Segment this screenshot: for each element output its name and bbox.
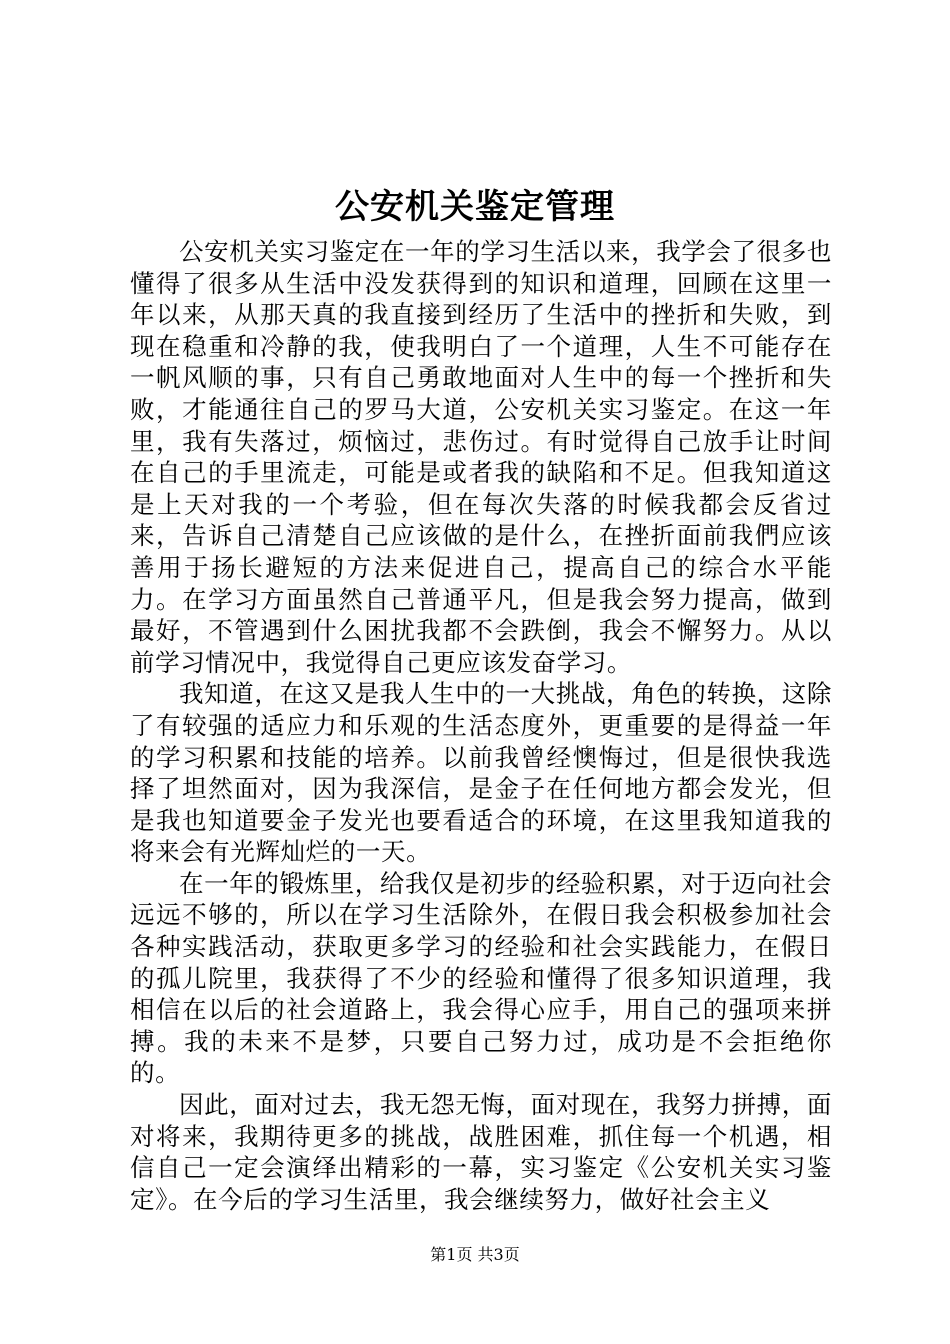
paragraph-1: 公安机关实习鉴定在一年的学习生活以来，我学会了很多也懂得了很多从生活中没发获得到的知识和道理，回顾在这里一年以来，从那天真的我直接到经历了生活中的挫折和失败，到现在稳重和冷静的我，使我明白了一个道理，人生不可能存在一帆风顺的事，只有自己勇敢地面对人生中的每一个挫折和失败，才能通往自己的罗马大道，公安机关实习鉴定。在这一年里，我有失落过，烦恼过，悲伤过。有时觉得自己放手让时间在自己的手里流走，可能是或者我的缺陷和不足。但我知道这是上天对我的一个考验，但在每次失落的时候我都会反省过来，告诉自己清楚自己应该做的是什么，在挫折面前我們应该善用于扬长避短的方法来促进自己，提高自己的综合水平能力。在学习方面虽然自己普通平凡，但是我会努力提高，做到最好，不管遇到什么困扰我都不会跌倒，我会不懈努力。从以前学习情况中，我觉得自己更应该发奋学习。: [130, 237, 832, 677]
page-footer: 第1页 共3页: [430, 1245, 520, 1264]
paragraph-4: 因此，面对过去，我无怨无悔，面对现在，我努力拼搏，面对将来，我期待更多的挑战，战胜困难，抓住每一个机遇，相信自己一定会演绎出精彩的一幕，实习鉴定《公安机关实习鉴定》。在今后的学习生活里，我会继续努力，做好社会主义: [130, 1090, 832, 1214]
document-title: 公安机关鉴定管理: [335, 187, 615, 227]
paragraph-3: 在一年的锻炼里，给我仅是初步的经验积累，对于迈向社会远远不够的，所以在学习生活除外，在假日我会积极参加社会各种实践活动，获取更多学习的经验和社会实践能力，在假日的孤儿院里，我获得了不少的经验和懂得了很多知识道理，我相信在以后的社会道路上，我会得心应手，用自己的强项来拼搏。我的未来不是梦，只要自己努力过，成功是不会拒绝你的。: [130, 868, 832, 1088]
paragraph-2: 我知道，在这又是我人生中的一大挑战，角色的转换，这除了有较强的适应力和乐观的生活态度外，更重要的是得益一年的学习积累和技能的培养。以前我曾经懊悔过，但是很快我选择了坦然面对，因为我深信，是金子在任何地方都会发光，但是我也知道要金子发光也要看适合的环境，在这里我知道我的将来会有光辉灿烂的一天。: [130, 679, 832, 867]
document-body: [130, 236, 832, 1215]
